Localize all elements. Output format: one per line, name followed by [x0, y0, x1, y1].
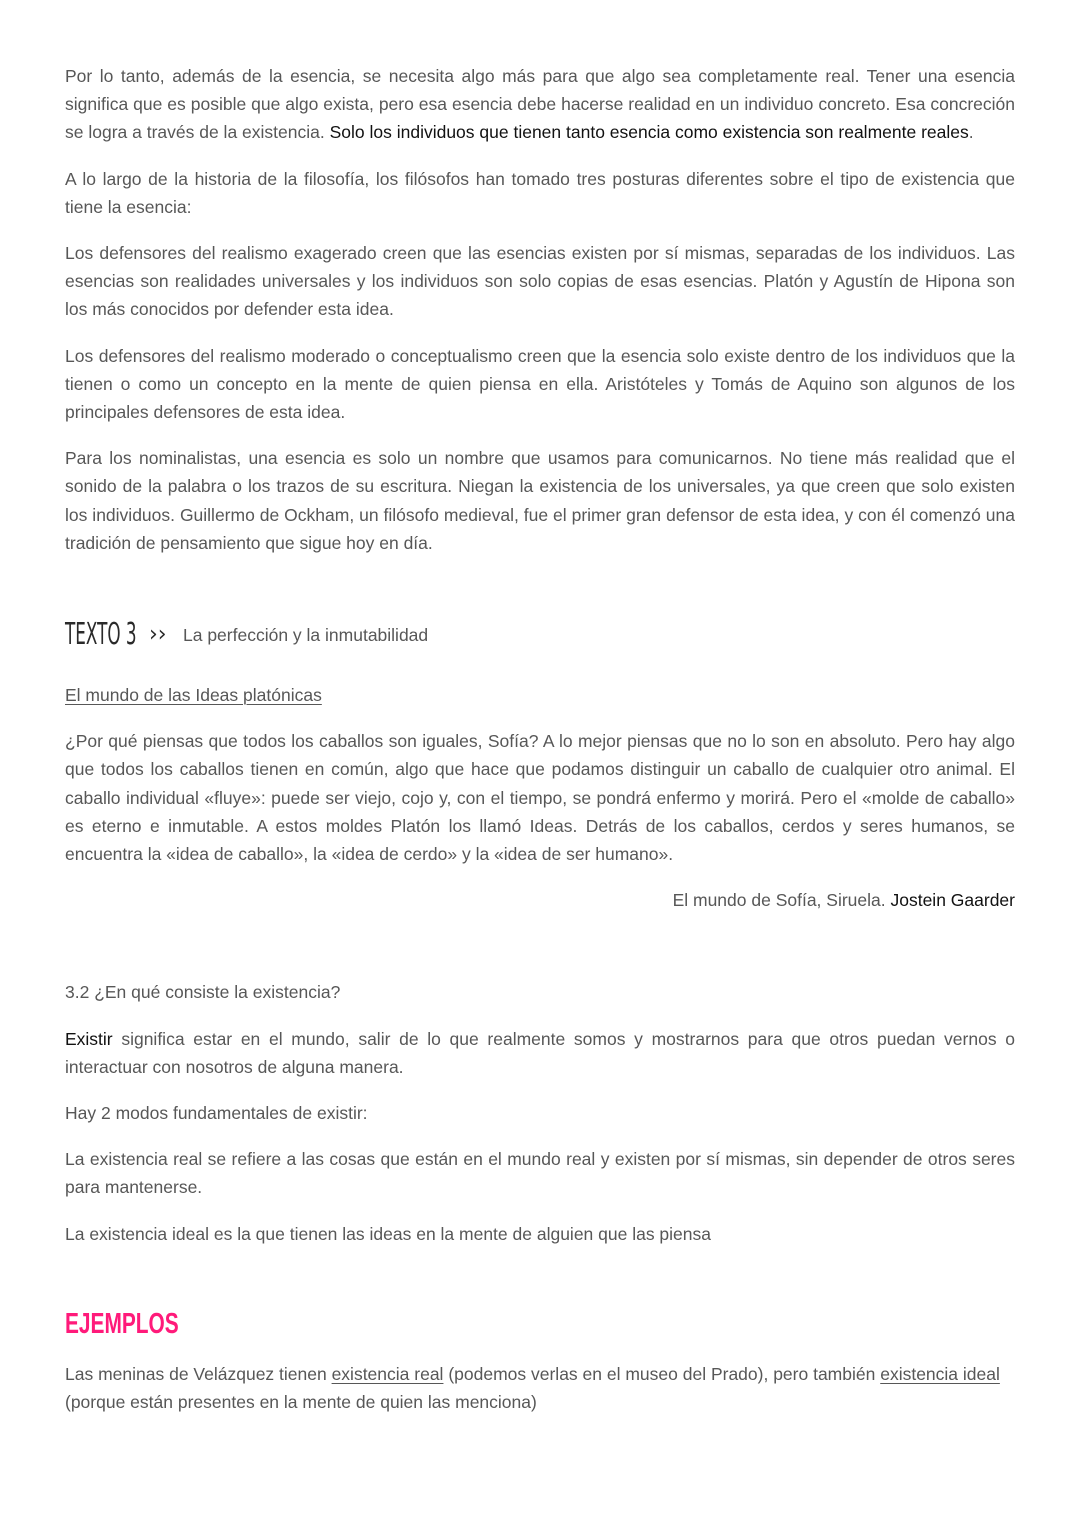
- citation-author: Jostein Gaarder: [890, 890, 1015, 911]
- paragraph-essence-existence: Por lo tanto, además de la esencia, se necesita algo más para que algo sea completamente real. Tener una esencia significa que es posible que algo exista, pero esa esencia debe hacerse realidad en un individuo concreto. Esa concreción se logra a través de la existencia. Solo los individuos que tienen tanto esencia como existencia son realmente reales.: [65, 66, 1015, 143]
- term-existir: Existir: [65, 1028, 113, 1049]
- paragraph-three-positions: A lo largo de la historia de la filosofía, los filósofos han tomado tres posturas diferentes sobre el tipo de existencia que tiene la esencia:: [65, 168, 1015, 217]
- paragraph-example-meninas: Las meninas de Velázquez tienen existencia real (podemos verlas en el museo del Prado), pero también existencia ideal (porque están presentes en la mente de quien las menciona): [65, 1363, 1000, 1413]
- section-3-2-title: 3.2 ¿En qué consiste la existencia?: [65, 982, 341, 1003]
- texto3-body: ¿Por qué piensas que todos los caballos son iguales, Sofía? A lo mejor piensas que no lo son en absoluto. Pero hay algo que todos los caballos tienen en común, algo que hace que podamos distinguir un caballo de cualquier otro animal. El caballo individual «fluye»: puede ser viejo, cojo y, con el tiempo, se pondrá enfermo y morirá. Pero el «molde de caballo» es eterno e inmutable. A estos moldes Platón los llamó Ideas. Detrás de los caballos, cerdos y seres humanos, se encuentra la «idea de caballo», la «idea de cerdo» y la «idea de ser humano».: [65, 731, 1015, 865]
- paragraph-exaggerated-realism: Los defensores del realismo exagerado creen que las esencias existen por sí mismas, separadas de los individuos. Las esencias son realidades universales y los individuos son solo copias de esas esencias. Platón y Agustín de Hipona son los más conocidos por defender esta idea.: [65, 243, 1015, 320]
- term-existencia-real: existencia real: [331, 1363, 444, 1384]
- paragraph-nominalism: Para los nominalistas, una esencia es solo un nombre que usamos para comunicarnos. No tiene más realidad que el sonido de la palabra o los trazos de su escritura. Niegan la existencia de los universales, ya que creen que solo existen los individuos. Guillermo de Ockham, un filósofo medieval, fue el primer gran defensor de esta idea, y con él comenzó una tradición de pensamiento que sigue hoy en día.: [65, 448, 1015, 553]
- texto3-header: [65, 615, 1015, 655]
- paragraph-existir: Existir significa estar en el mundo, salir de lo que realmente somos y mostrarnos para que otros puedan vernos o interactuar con nosotros de alguna manera.: [65, 1028, 1015, 1077]
- texto3-subtitle: La perfección y la inmutabilidad: [183, 624, 429, 645]
- term-existencia-ideal: existencia ideal: [880, 1363, 1000, 1384]
- key-statement: Solo los individuos que tienen tanto esencia como existencia son realmente reales: [329, 122, 969, 143]
- texto3-citation: El mundo de Sofía, Siruela. Jostein Gaarder: [672, 890, 1015, 911]
- paragraph-moderate-realism: Los defensores del realismo moderado o conceptualismo creen que la esencia solo existe dentro de los individuos que la tienen o como un concepto en la mente de quien piensa en ella. Aristóteles y Tomás de Aquino son algunos de los principales defensores de esta idea.: [65, 345, 1015, 423]
- texto3-heading: El mundo de las Ideas platónicas: [65, 685, 322, 706]
- paragraph-ideal-existence: La existencia ideal es la que tienen las ideas en la mente de alguien que las piensa: [65, 1223, 712, 1244]
- double-chevron-icon: ››: [149, 621, 167, 647]
- examples-header: [65, 1307, 1015, 1346]
- document-page: [65, 62, 1015, 1434]
- paragraph-modes: Hay 2 modos fundamentales de existir:: [65, 1103, 368, 1124]
- texto3-label: TEXTO 3: [65, 616, 137, 652]
- examples-title: EJEMPLOS: [65, 1307, 179, 1340]
- paragraph-real-existence: La existencia real se refiere a las cosas que están en el mundo real y existen por sí mismas, sin depender de otros seres para mantenerse.: [65, 1149, 1015, 1198]
